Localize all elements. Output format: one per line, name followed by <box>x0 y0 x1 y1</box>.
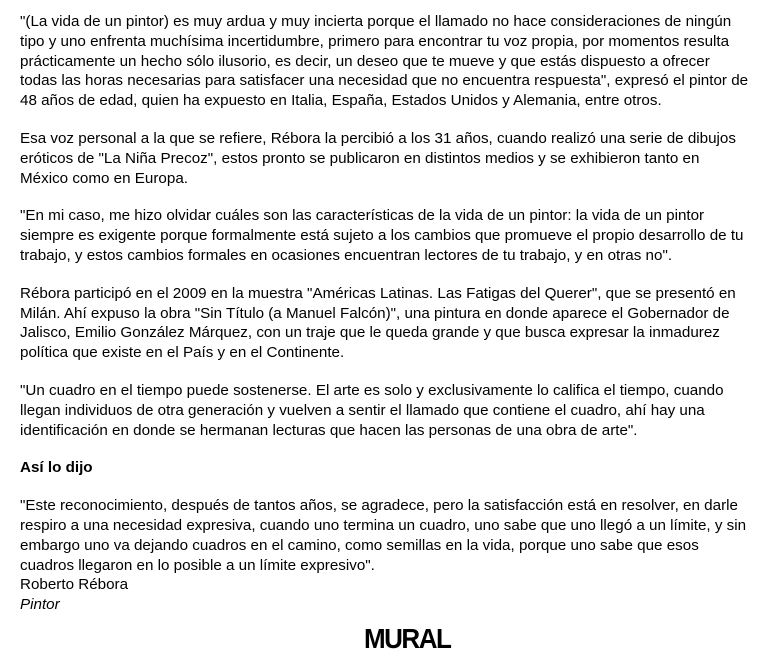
article-paragraph-2: Esa voz personal a la que se refiere, Rébora la percibió a los 31 años, cuando realizó una serie de dibujos eróticos de "La Niña Precoz", estos pronto se publicaron en distintos medios y se exhibieron tanto en México como en Europa. <box>20 129 736 187</box>
article-paragraph-4: Rébora participó en el 2009 en la muestra "Américas Latinas. Las Fatigas del Querer", que se presentó en Milán. Ahí expuso la obra "Sin Título (a Manuel Falcón)", una pintura en donde aparece el Gobernador de Jalisco, Emilio González Márquez, con un traje que le queda grande y que busca expresar la inmadurez política que existe en el País y en el Continente. <box>20 284 736 362</box>
article-paragraph-1: "(La vida de un pintor) es muy ardua y muy incierta porque el llamado no hace consideraciones de ningún tipo y uno enfrenta muchísima incertidumbre, primero para encontrar tu voz propia, por momentos resulta prácticamente un hecho sólo ilusorio, es decir, un deseo que te mueve y que estás dispuesto a ofrecer todas las horas necesarias para satisfacer una necesidad que no encuentra respuesta", expresó el pintor de 48 años de edad, quien ha expuesto en Italia, España, Estados Unidos y Alemania, entre otros. <box>20 13 749 110</box>
article-body <box>20 12 750 615</box>
quote-paragraph: "Este reconocimiento, después de tantos años, se agradece, pero la satisfacción está en resolver, en darle respiro a una necesidad expresiva, cuando uno termina un cuadro, uno sabe que uno llegó a un límite, y sin embargo uno va dejando cuadros en el camino, como semillas en la vida, porque uno sabe que esos cuadros llegaron en lo posible a un límite expresivo". <box>20 497 747 574</box>
author-name: Roberto Rébora <box>20 576 129 594</box>
mural-logo: MURAL <box>364 622 451 655</box>
section-heading: Así lo dijo <box>20 459 93 477</box>
article-paragraph-3: "En mi caso, me hizo olvidar cuáles son las características de la vida de un pintor: la vida de un pintor siempre es exigente porque formalmente está sujeto a los cambios que promueve el propio desarrollo de tu trabajo, y estos cambios formales en ocasiones encuentran lectores de tu trabajo, y en otras no". <box>20 207 744 264</box>
author-role: Pintor <box>20 596 60 614</box>
article-paragraph-5: "Un cuadro en el tiempo puede sostenerse. El arte es solo y exclusivamente lo califica el tiempo, cuando llegan individuos de otra generación y vuelven a sentir el llamado que contiene el cuadro, ahí hay una identificación en donde se hermanan lecturas que hacen las personas de una obra de arte". <box>20 381 724 439</box>
